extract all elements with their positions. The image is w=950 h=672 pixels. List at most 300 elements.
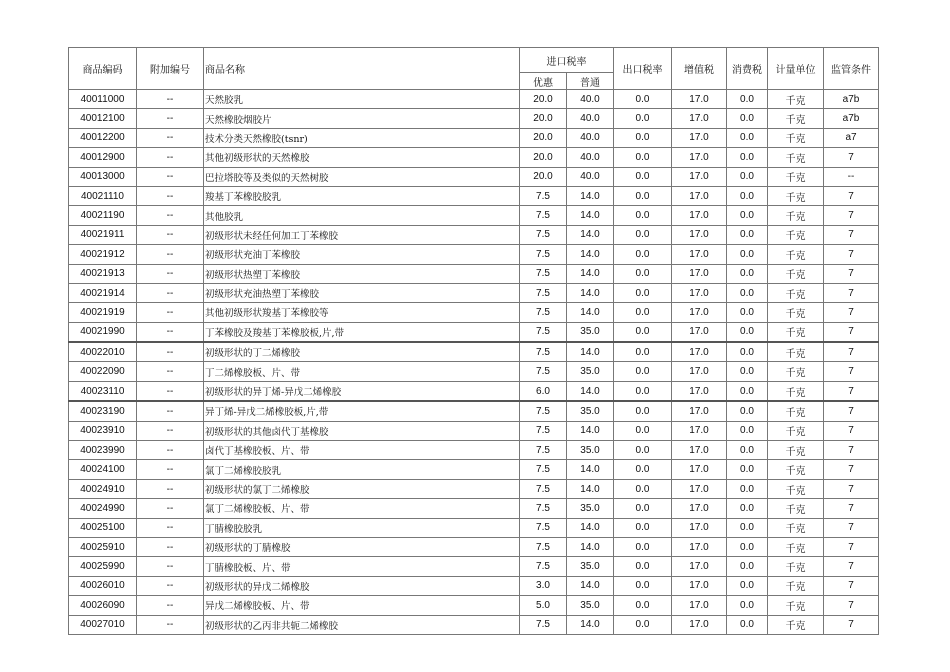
cell-consumption: 0.0: [727, 362, 768, 381]
cell-supervision: --: [824, 167, 879, 186]
cell-name: 丁二烯橡胶板、片、带: [204, 362, 520, 381]
cell-code: 40026090: [69, 596, 137, 615]
cell-unit: 千克: [768, 557, 824, 576]
cell-export-tax: 0.0: [614, 615, 672, 634]
cell-supervision: 7: [824, 537, 879, 556]
cell-supervision: 7: [824, 362, 879, 381]
cell-supervision: 7: [824, 441, 879, 460]
cell-vat: 17.0: [672, 421, 727, 440]
cell-extra: --: [137, 576, 204, 595]
cell-supervision: 7: [824, 186, 879, 205]
cell-code: 40021914: [69, 283, 137, 302]
cell-export-tax: 0.0: [614, 322, 672, 342]
table-row: [69, 303, 879, 322]
cell-supervision: 7: [824, 381, 879, 401]
cell-vat: 17.0: [672, 264, 727, 283]
cell-consumption: 0.0: [727, 441, 768, 460]
cell-export-tax: 0.0: [614, 148, 672, 167]
cell-supervision: 7: [824, 518, 879, 537]
cell-supervision: 7: [824, 206, 879, 225]
cell-code: 40013000: [69, 167, 137, 186]
cell-extra: --: [137, 225, 204, 244]
cell-supervision: 7: [824, 421, 879, 440]
cell-unit: 千克: [768, 499, 824, 518]
cell-export-tax: 0.0: [614, 401, 672, 421]
cell-name: 技术分类天然橡胶(tsnr): [204, 128, 520, 147]
cell-extra: --: [137, 342, 204, 362]
cell-vat: 17.0: [672, 596, 727, 615]
table-row: [69, 225, 879, 244]
cell-code: 40023110: [69, 381, 137, 401]
cell-unit: 千克: [768, 206, 824, 225]
table-row: [69, 615, 879, 634]
cell-general: 35.0: [567, 557, 614, 576]
cell-vat: 17.0: [672, 557, 727, 576]
cell-consumption: 0.0: [727, 90, 768, 109]
cell-supervision: 7: [824, 245, 879, 264]
cell-unit: 千克: [768, 148, 824, 167]
cell-unit: 千克: [768, 322, 824, 342]
cell-code: 40021110: [69, 186, 137, 205]
cell-consumption: 0.0: [727, 557, 768, 576]
table-row: [69, 264, 879, 283]
cell-general: 40.0: [567, 128, 614, 147]
table-row: [69, 283, 879, 302]
cell-supervision: 7: [824, 283, 879, 302]
cell-supervision: 7: [824, 576, 879, 595]
cell-consumption: 0.0: [727, 615, 768, 634]
cell-supervision: 7: [824, 479, 879, 498]
cell-general: 14.0: [567, 381, 614, 401]
cell-preferential: 7.5: [520, 362, 567, 381]
cell-name: 其他胶乳: [204, 206, 520, 225]
cell-code: 40012100: [69, 109, 137, 128]
cell-preferential: 7.5: [520, 225, 567, 244]
cell-unit: 千克: [768, 128, 824, 147]
cell-consumption: 0.0: [727, 460, 768, 479]
cell-consumption: 0.0: [727, 322, 768, 342]
cell-supervision: 7: [824, 322, 879, 342]
cell-unit: 千克: [768, 401, 824, 421]
table-row: [69, 186, 879, 205]
cell-unit: 千克: [768, 441, 824, 460]
cell-preferential: 7.5: [520, 460, 567, 479]
cell-code: 40025910: [69, 537, 137, 556]
cell-vat: 17.0: [672, 167, 727, 186]
cell-preferential: 20.0: [520, 90, 567, 109]
table-row: [69, 148, 879, 167]
header-import-tax: 进口税率: [520, 48, 614, 73]
cell-vat: 17.0: [672, 342, 727, 362]
cell-general: 14.0: [567, 518, 614, 537]
cell-general: 14.0: [567, 342, 614, 362]
cell-general: 14.0: [567, 303, 614, 322]
cell-general: 35.0: [567, 596, 614, 615]
cell-code: 40021911: [69, 225, 137, 244]
cell-export-tax: 0.0: [614, 576, 672, 595]
cell-preferential: 7.5: [520, 537, 567, 556]
cell-consumption: 0.0: [727, 401, 768, 421]
header-code: 商品编码: [69, 48, 137, 90]
cell-extra: --: [137, 362, 204, 381]
cell-supervision: 7: [824, 342, 879, 362]
cell-export-tax: 0.0: [614, 518, 672, 537]
cell-supervision: a7: [824, 128, 879, 147]
table-row: [69, 421, 879, 440]
cell-unit: 千克: [768, 460, 824, 479]
cell-extra: --: [137, 283, 204, 302]
cell-vat: 17.0: [672, 362, 727, 381]
cell-preferential: 7.5: [520, 303, 567, 322]
cell-preferential: 7.5: [520, 518, 567, 537]
cell-unit: 千克: [768, 596, 824, 615]
header-supervision: 监管条件: [824, 48, 879, 90]
table-row: [69, 576, 879, 595]
cell-preferential: 7.5: [520, 557, 567, 576]
cell-code: 40024990: [69, 499, 137, 518]
cell-name: 初级形状的异丁烯-异戊二烯橡胶: [204, 381, 520, 401]
cell-extra: --: [137, 596, 204, 615]
cell-general: 14.0: [567, 264, 614, 283]
cell-code: 40025990: [69, 557, 137, 576]
cell-code: 40027010: [69, 615, 137, 634]
header-name: 商品名称: [204, 48, 520, 90]
cell-general: 14.0: [567, 537, 614, 556]
cell-extra: --: [137, 109, 204, 128]
cell-code: 40021990: [69, 322, 137, 342]
cell-unit: 千克: [768, 342, 824, 362]
cell-vat: 17.0: [672, 186, 727, 205]
cell-vat: 17.0: [672, 283, 727, 302]
cell-name: 丁腈橡胶板、片、带: [204, 557, 520, 576]
cell-unit: 千克: [768, 245, 824, 264]
cell-preferential: 7.5: [520, 615, 567, 634]
cell-extra: --: [137, 499, 204, 518]
cell-consumption: 0.0: [727, 499, 768, 518]
cell-consumption: 0.0: [727, 109, 768, 128]
cell-code: 40023910: [69, 421, 137, 440]
cell-name: 巴拉塔胶等及类似的天然树胶: [204, 167, 520, 186]
cell-general: 35.0: [567, 441, 614, 460]
cell-preferential: 7.5: [520, 245, 567, 264]
cell-preferential: 6.0: [520, 381, 567, 401]
cell-general: 40.0: [567, 109, 614, 128]
cell-consumption: 0.0: [727, 596, 768, 615]
cell-preferential: 7.5: [520, 441, 567, 460]
cell-export-tax: 0.0: [614, 537, 672, 556]
cell-extra: --: [137, 167, 204, 186]
table-row: [69, 381, 879, 401]
cell-name: 氯丁二烯橡胶板、片、带: [204, 499, 520, 518]
cell-export-tax: 0.0: [614, 264, 672, 283]
cell-code: 40021912: [69, 245, 137, 264]
cell-vat: 17.0: [672, 615, 727, 634]
cell-unit: 千克: [768, 362, 824, 381]
cell-code: 40021190: [69, 206, 137, 225]
cell-name: 初级形状未经任何加工丁苯橡胶: [204, 225, 520, 244]
header-preferential: 优惠: [520, 73, 567, 90]
cell-consumption: 0.0: [727, 264, 768, 283]
cell-preferential: 7.5: [520, 421, 567, 440]
cell-name: 初级形状的异戊二烯橡胶: [204, 576, 520, 595]
cell-code: 40011000: [69, 90, 137, 109]
cell-consumption: 0.0: [727, 421, 768, 440]
cell-unit: 千克: [768, 303, 824, 322]
cell-export-tax: 0.0: [614, 128, 672, 147]
cell-name: 异戊二烯橡胶板、片、带: [204, 596, 520, 615]
cell-vat: 17.0: [672, 460, 727, 479]
cell-unit: 千克: [768, 479, 824, 498]
cell-name: 其他初级形状羧基丁苯橡胶等: [204, 303, 520, 322]
cell-code: 40021919: [69, 303, 137, 322]
cell-code: 40023990: [69, 441, 137, 460]
cell-unit: 千克: [768, 537, 824, 556]
cell-consumption: 0.0: [727, 303, 768, 322]
cell-supervision: 7: [824, 615, 879, 634]
cell-export-tax: 0.0: [614, 596, 672, 615]
cell-general: 35.0: [567, 322, 614, 342]
cell-consumption: 0.0: [727, 128, 768, 147]
cell-general: 14.0: [567, 245, 614, 264]
cell-unit: 千克: [768, 90, 824, 109]
cell-export-tax: 0.0: [614, 381, 672, 401]
cell-extra: --: [137, 303, 204, 322]
cell-extra: --: [137, 421, 204, 440]
header-extra: 附加编号: [137, 48, 204, 90]
cell-preferential: 20.0: [520, 148, 567, 167]
cell-extra: --: [137, 381, 204, 401]
cell-consumption: 0.0: [727, 576, 768, 595]
table-row: [69, 342, 879, 362]
cell-extra: --: [137, 557, 204, 576]
cell-general: 40.0: [567, 90, 614, 109]
cell-name: 初级形状充油丁苯橡胶: [204, 245, 520, 264]
cell-preferential: 7.5: [520, 264, 567, 283]
cell-preferential: 7.5: [520, 499, 567, 518]
cell-code: 40012900: [69, 148, 137, 167]
table-row: [69, 167, 879, 186]
cell-extra: --: [137, 128, 204, 147]
cell-vat: 17.0: [672, 303, 727, 322]
cell-consumption: 0.0: [727, 167, 768, 186]
cell-extra: --: [137, 148, 204, 167]
cell-export-tax: 0.0: [614, 479, 672, 498]
cell-code: 40024910: [69, 479, 137, 498]
cell-name: 其他初级形状的天然橡胶: [204, 148, 520, 167]
cell-extra: --: [137, 186, 204, 205]
cell-name: 初级形状热塑丁苯橡胶: [204, 264, 520, 283]
cell-vat: 17.0: [672, 90, 727, 109]
table-row: [69, 128, 879, 147]
cell-export-tax: 0.0: [614, 342, 672, 362]
cell-vat: 17.0: [672, 109, 727, 128]
cell-supervision: 7: [824, 499, 879, 518]
cell-extra: --: [137, 90, 204, 109]
cell-preferential: 7.5: [520, 401, 567, 421]
cell-consumption: 0.0: [727, 479, 768, 498]
cell-vat: 17.0: [672, 537, 727, 556]
cell-name: 丁腈橡胶胶乳: [204, 518, 520, 537]
cell-consumption: 0.0: [727, 342, 768, 362]
cell-consumption: 0.0: [727, 245, 768, 264]
cell-name: 初级形状的丁二烯橡胶: [204, 342, 520, 362]
cell-extra: --: [137, 441, 204, 460]
cell-code: 40012200: [69, 128, 137, 147]
cell-general: 14.0: [567, 576, 614, 595]
cell-preferential: 7.5: [520, 206, 567, 225]
cell-export-tax: 0.0: [614, 245, 672, 264]
table-row: [69, 109, 879, 128]
cell-unit: 千克: [768, 167, 824, 186]
cell-general: 14.0: [567, 206, 614, 225]
cell-name: 卤代丁基橡胶板、片、带: [204, 441, 520, 460]
cell-code: 40025100: [69, 518, 137, 537]
cell-vat: 17.0: [672, 225, 727, 244]
cell-export-tax: 0.0: [614, 362, 672, 381]
cell-consumption: 0.0: [727, 225, 768, 244]
cell-preferential: 3.0: [520, 576, 567, 595]
cell-preferential: 7.5: [520, 322, 567, 342]
cell-vat: 17.0: [672, 479, 727, 498]
cell-export-tax: 0.0: [614, 303, 672, 322]
table-row: [69, 245, 879, 264]
cell-preferential: 7.5: [520, 186, 567, 205]
table-row: [69, 537, 879, 556]
cell-export-tax: 0.0: [614, 167, 672, 186]
cell-export-tax: 0.0: [614, 186, 672, 205]
cell-vat: 17.0: [672, 148, 727, 167]
cell-general: 14.0: [567, 460, 614, 479]
table-header: [69, 48, 879, 90]
table-row: [69, 362, 879, 381]
cell-unit: 千克: [768, 518, 824, 537]
cell-consumption: 0.0: [727, 186, 768, 205]
cell-export-tax: 0.0: [614, 441, 672, 460]
cell-code: 40024100: [69, 460, 137, 479]
cell-unit: 千克: [768, 421, 824, 440]
cell-general: 40.0: [567, 167, 614, 186]
cell-name: 初级形状的丁腈橡胶: [204, 537, 520, 556]
cell-supervision: 7: [824, 557, 879, 576]
cell-code: 40022010: [69, 342, 137, 362]
cell-general: 40.0: [567, 148, 614, 167]
cell-export-tax: 0.0: [614, 557, 672, 576]
cell-unit: 千克: [768, 283, 824, 302]
header-unit: 计量单位: [768, 48, 824, 90]
cell-unit: 千克: [768, 109, 824, 128]
cell-extra: --: [137, 518, 204, 537]
cell-name: 初级形状的氯丁二烯橡胶: [204, 479, 520, 498]
cell-general: 14.0: [567, 615, 614, 634]
cell-export-tax: 0.0: [614, 225, 672, 244]
cell-name: 初级形状的乙丙非共轭二烯橡胶: [204, 615, 520, 634]
cell-code: 40021913: [69, 264, 137, 283]
cell-extra: --: [137, 264, 204, 283]
cell-preferential: 20.0: [520, 109, 567, 128]
cell-unit: 千克: [768, 264, 824, 283]
table-row: [69, 322, 879, 342]
table-row: [69, 90, 879, 109]
cell-name: 氯丁二烯橡胶胶乳: [204, 460, 520, 479]
cell-vat: 17.0: [672, 206, 727, 225]
cell-name: 初级形状的其他卤代丁基橡胶: [204, 421, 520, 440]
cell-export-tax: 0.0: [614, 206, 672, 225]
cell-extra: --: [137, 322, 204, 342]
cell-name: 天然胶乳: [204, 90, 520, 109]
table-row: [69, 518, 879, 537]
cell-general: 14.0: [567, 283, 614, 302]
cell-preferential: 5.0: [520, 596, 567, 615]
cell-supervision: 7: [824, 596, 879, 615]
cell-extra: --: [137, 537, 204, 556]
table-row: [69, 460, 879, 479]
cell-export-tax: 0.0: [614, 499, 672, 518]
cell-extra: --: [137, 401, 204, 421]
cell-preferential: 20.0: [520, 128, 567, 147]
table-row: [69, 596, 879, 615]
cell-general: 35.0: [567, 362, 614, 381]
cell-general: 35.0: [567, 401, 614, 421]
cell-export-tax: 0.0: [614, 109, 672, 128]
cell-code: 40026010: [69, 576, 137, 595]
cell-extra: --: [137, 460, 204, 479]
cell-supervision: 7: [824, 148, 879, 167]
cell-supervision: a7b: [824, 109, 879, 128]
cell-supervision: 7: [824, 303, 879, 322]
cell-export-tax: 0.0: [614, 460, 672, 479]
table-body: [69, 90, 879, 635]
cell-supervision: 7: [824, 264, 879, 283]
cell-vat: 17.0: [672, 518, 727, 537]
cell-vat: 17.0: [672, 401, 727, 421]
cell-general: 14.0: [567, 186, 614, 205]
cell-consumption: 0.0: [727, 518, 768, 537]
cell-vat: 17.0: [672, 499, 727, 518]
cell-unit: 千克: [768, 186, 824, 205]
cell-general: 14.0: [567, 479, 614, 498]
cell-name: 丁苯橡胶及羧基丁苯橡胶板,片,带: [204, 322, 520, 342]
header-general: 普通: [567, 73, 614, 90]
cell-preferential: 7.5: [520, 342, 567, 362]
cell-extra: --: [137, 206, 204, 225]
cell-unit: 千克: [768, 225, 824, 244]
cell-vat: 17.0: [672, 441, 727, 460]
cell-vat: 17.0: [672, 245, 727, 264]
cell-name: 初级形状充油热塑丁苯橡胶: [204, 283, 520, 302]
cell-consumption: 0.0: [727, 283, 768, 302]
cell-general: 14.0: [567, 225, 614, 244]
cell-consumption: 0.0: [727, 537, 768, 556]
cell-consumption: 0.0: [727, 206, 768, 225]
cell-supervision: 7: [824, 225, 879, 244]
cell-extra: --: [137, 479, 204, 498]
cell-vat: 17.0: [672, 128, 727, 147]
header-consumption: 消费税: [727, 48, 768, 90]
cell-extra: --: [137, 245, 204, 264]
cell-supervision: 7: [824, 401, 879, 421]
cell-extra: --: [137, 615, 204, 634]
table-row: [69, 441, 879, 460]
tariff-table: [68, 47, 879, 635]
cell-name: 天然橡胶烟胶片: [204, 109, 520, 128]
cell-preferential: 20.0: [520, 167, 567, 186]
table-row: [69, 206, 879, 225]
header-vat: 增值税: [672, 48, 727, 90]
cell-preferential: 7.5: [520, 479, 567, 498]
cell-export-tax: 0.0: [614, 90, 672, 109]
cell-preferential: 7.5: [520, 283, 567, 302]
cell-unit: 千克: [768, 615, 824, 634]
